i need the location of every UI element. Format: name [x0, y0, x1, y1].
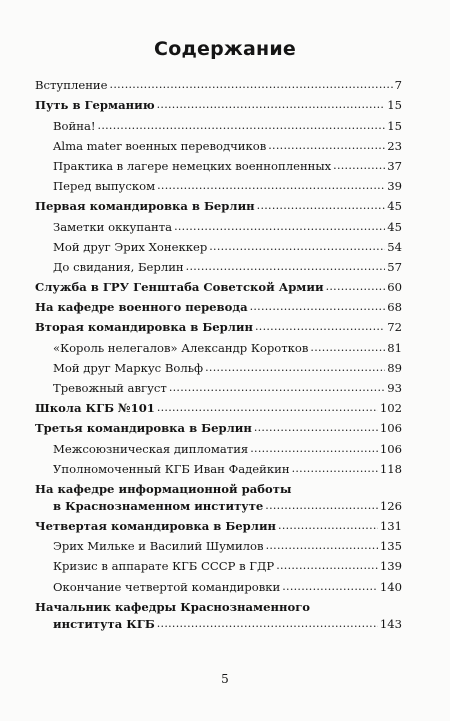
toc-leader-dots [276, 559, 378, 573]
toc-leader-dots [169, 381, 385, 395]
toc-entry [35, 294, 402, 314]
toc-leader-dots [209, 240, 385, 254]
toc-entry-page: 143 [379, 616, 402, 631]
toc-entry-label: Четвертая командировка в Берлин [35, 518, 277, 533]
toc-entry [35, 314, 402, 334]
page-number: 5 [221, 672, 229, 686]
toc-entry-page: 93 [387, 381, 402, 395]
toc-entry-page: 131 [379, 518, 402, 533]
page-title: Содержание [154, 38, 296, 60]
toc-leader-dots [310, 341, 385, 355]
toc-entry-label: На кафедре военного перевода [35, 300, 248, 315]
toc-entry [35, 415, 402, 435]
toc-leader-dots [255, 320, 385, 334]
toc-entry [35, 254, 402, 274]
toc-entry-label: «Король нелегалов» Александр Коротков [53, 340, 309, 355]
toc-leader-dots [157, 179, 385, 193]
toc-leader-dots [333, 159, 385, 173]
toc-entry-page: 60 [387, 280, 402, 295]
toc-leader-dots [110, 78, 393, 92]
toc-leader-dots [254, 421, 378, 435]
toc-entry [35, 334, 402, 354]
toc-entry [35, 395, 402, 415]
toc-entry-page: 15 [387, 118, 402, 133]
toc-entry-page: 54 [387, 239, 402, 254]
toc-entry-page: 68 [387, 300, 402, 315]
toc-leader-dots [174, 220, 385, 234]
toc-entry-page: 135 [379, 539, 402, 554]
toc-entry [35, 553, 402, 573]
toc-entry-label: Заметки оккупанта [53, 219, 173, 234]
toc-entry-page: 45 [387, 219, 402, 234]
toc-leader-dots [292, 462, 378, 476]
toc-entry-label: Практика в лагере немецких военнопленных [53, 158, 332, 173]
toc-entry-page: 106 [379, 421, 402, 436]
toc-entry-page: 140 [379, 579, 402, 594]
toc-leader-dots [157, 401, 378, 415]
toc-leader-dots [205, 361, 385, 375]
toc-leader-dots [326, 280, 386, 294]
toc-entry-label: Первая командировка в Берлин [35, 199, 255, 214]
toc-entry-label: До свидания, Берлин [53, 259, 184, 274]
toc-entry-label: Alma mater военных переводчиков [53, 138, 267, 153]
toc-entry-label: Тревожный август [53, 381, 167, 395]
toc-entry-page: 102 [379, 401, 402, 416]
toc-entry-page: 89 [387, 360, 402, 375]
toc-entry-page: 106 [379, 441, 402, 456]
toc-entry [35, 193, 402, 213]
toc-leader-dots [282, 580, 378, 594]
toc-entry [35, 173, 402, 193]
toc-entry-label: Мой друг Эрих Хонеккер [53, 239, 208, 254]
toc-entry-page: 118 [379, 461, 402, 476]
toc-entry-page: 23 [387, 138, 402, 153]
toc-entry-page: 126 [379, 498, 402, 513]
toc-entry [35, 153, 402, 173]
toc-entry-label: Путь в Германию [35, 98, 155, 113]
toc-entry-page: 57 [387, 259, 402, 274]
toc-entry-label-continued: института КГБ [53, 616, 155, 631]
toc-entry-label: Вторая командировка в Берлин [35, 320, 253, 335]
toc-entry-page: 139 [379, 559, 402, 574]
toc-entry-label: Межсоюзническая дипломатия [53, 441, 249, 456]
toc-leader-dots [250, 300, 386, 314]
toc-entry [35, 92, 402, 112]
toc-entry-label: На кафедре информационной работы [35, 481, 292, 496]
toc-entry [35, 112, 402, 132]
toc-leader-dots [157, 98, 386, 112]
toc-leader-dots [157, 617, 378, 631]
toc-entry-page: 7 [394, 78, 402, 93]
toc-entry [35, 72, 402, 92]
toc-entry-label-continued: в Краснознаменном институте [53, 498, 264, 513]
toc-entry [35, 355, 402, 375]
toc-entry [35, 456, 402, 476]
toc-leader-dots [250, 442, 378, 456]
toc-entry-label: Третья командировка в Берлин [35, 421, 252, 436]
toc-entry [35, 213, 402, 233]
toc-entry-page: 72 [387, 320, 402, 335]
toc-leader-dots [266, 539, 378, 553]
toc-leader-dots [98, 119, 386, 133]
toc-entry-label: Мой друг Маркус Вольф [53, 360, 204, 375]
toc-leader-dots [278, 519, 378, 533]
toc-leader-dots [186, 260, 386, 274]
toc-entry-page: 45 [387, 199, 402, 214]
toc-entry-label: Уполномоченный КГБ Иван Фадейкин [53, 461, 290, 476]
toc-entry-multiline [35, 476, 402, 513]
toc-entry [35, 234, 402, 254]
toc-entry [35, 533, 402, 553]
toc-entry-label: Вступление [35, 78, 108, 93]
table-of-contents [35, 72, 402, 631]
toc-entry-label: Окончание четвертой командировки [53, 579, 281, 594]
toc-entry-label: Война! [53, 118, 96, 133]
toc-entry-page: 37 [387, 158, 402, 173]
toc-entry-page: 15 [387, 98, 402, 113]
toc-leader-dots [257, 199, 386, 213]
toc-entry-page: 81 [387, 340, 402, 355]
toc-entry [35, 274, 402, 294]
toc-entry-multiline [35, 594, 402, 631]
toc-entry-label: Перед выпуском [53, 179, 156, 194]
toc-entry-label: Служба в ГРУ Генштаба Советской Армии [35, 280, 324, 295]
toc-entry [35, 133, 402, 153]
toc-entry [35, 435, 402, 455]
toc-entry-label: Начальник кафедры Краснознаменного [35, 599, 311, 614]
toc-leader-dots [265, 499, 378, 513]
toc-entry [35, 375, 402, 395]
toc-entry-label: Кризис в аппарате КГБ СССР в ГДР [53, 559, 275, 574]
toc-leader-dots [268, 139, 385, 153]
toc-entry-label: Школа КГБ №101 [35, 401, 155, 416]
toc-entry [35, 513, 402, 533]
toc-entry-label: Эрих Мильке и Василий Шумилов [53, 539, 264, 554]
toc-entry [35, 573, 402, 593]
toc-entry-page: 39 [387, 179, 402, 194]
